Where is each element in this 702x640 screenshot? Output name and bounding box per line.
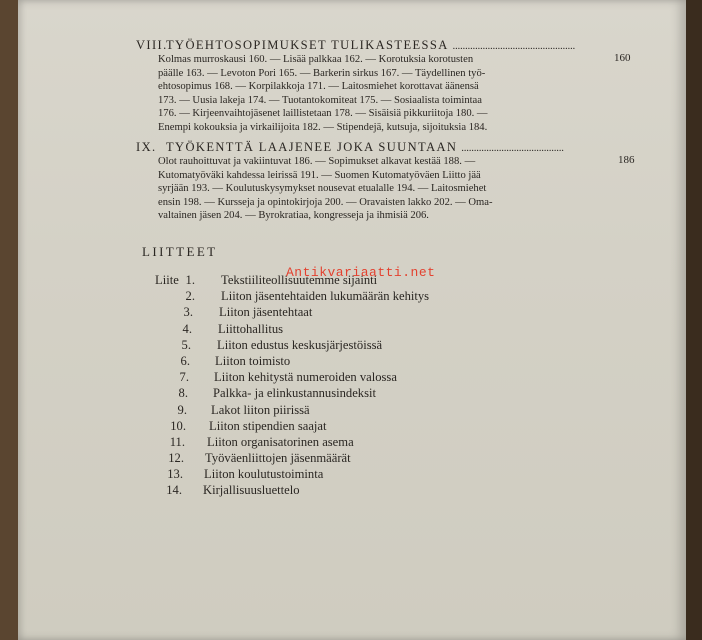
- item-title: Liiton toimisto: [215, 353, 291, 368]
- watermark: Antikvariaatti.net: [286, 265, 436, 280]
- item-number: 9.: [177, 402, 187, 417]
- appendix-heading: LIITTEET: [142, 244, 218, 259]
- item-title: Palkka- ja elinkustannusindeksit: [213, 386, 376, 401]
- item-number: 7.: [179, 370, 189, 385]
- summary-line: syrjään 193. — Koulutuskysymykset nousevat etualalle 194. — Laitosmiehet: [158, 183, 487, 195]
- item-title: Kirjallisuusluettelo: [203, 483, 300, 498]
- book-gutter: [0, 0, 18, 640]
- book-page: [18, 0, 686, 640]
- item-number: 6.: [180, 353, 190, 368]
- item-number: 3.: [183, 305, 193, 320]
- item-number: 8.: [178, 386, 188, 401]
- chapter-heading: [136, 38, 636, 53]
- item-number: 1.: [185, 273, 195, 287]
- item-number: 5.: [181, 337, 191, 352]
- item-title: Työväenliittojen jäsenmäärät: [205, 451, 351, 466]
- item-title: Lakot liiton piirissä: [211, 402, 310, 417]
- item-title: Tekstiiliteollisuutemme sijainti: [221, 273, 378, 287]
- item-title: Liiton kehitystä numeroiden valossa: [214, 370, 397, 385]
- item-title: Liiton stipendien saajat: [209, 418, 327, 433]
- item-number: 14.: [166, 483, 182, 498]
- summary-line: 176. — Kirjeenvaihtojäsenet laillistetaan 178. — Sisäisiä pikkuriitoja 180. —: [158, 108, 488, 120]
- leader-dots: .........................................: [461, 143, 564, 154]
- summary-line: Enempi kokouksia ja virkailijoita 182. — Stipendejä, kutsuja, sijoituksia 184.: [158, 121, 488, 133]
- leader-dots: .................................................: [452, 41, 576, 52]
- page-number: 186: [618, 154, 635, 166]
- item-number: 13.: [167, 467, 183, 482]
- chapter-viii: [136, 38, 636, 135]
- summary-line: valtainen jäsen 204. — Byrokratiaa, kongresseja ja ihmisiä 206.: [158, 210, 429, 222]
- book-edge: [686, 0, 702, 640]
- item-title: Liiton organisatorinen asema: [207, 434, 354, 449]
- summary-line: 173. — Uusia lakeja 174. — Tuotantokomiteat 175. — Sosiaalista toimintaa: [158, 94, 482, 106]
- item-title: Liittohallitus: [218, 321, 284, 336]
- item-number: 2.: [185, 289, 195, 304]
- summary-line: Kutomatyöväki kahdessa leirissä 191. — Suomen Kutomatyöväen Liitto jää: [158, 169, 481, 181]
- item-title: Liiton jäsentehtaat: [219, 305, 313, 320]
- chapter-number: IX.: [136, 140, 157, 154]
- item-number: 4.: [182, 321, 192, 336]
- chapter-summary: [158, 53, 628, 135]
- chapter-summary: [158, 155, 628, 223]
- summary-line: Kolmas murroskausi 160. — Lisää palkkaa 162. — Korotuksia korotusten: [158, 54, 474, 65]
- liite-label: Liite: [155, 273, 179, 287]
- item-title: Liiton jäsentehtaiden lukumäärän kehitys: [221, 289, 430, 304]
- summary-line: päälle 163. — Levoton Pori 165. — Barkerin sirkus 167. — Täydellinen työ-: [158, 67, 486, 79]
- item-title: Liiton edustus keskusjärjestöissä: [217, 337, 383, 352]
- chapter-heading: [136, 140, 636, 155]
- chapter-number: VIII.: [136, 38, 168, 52]
- summary-line: Olot rauhoittuvat ja vakiintuvat 186. — Sopimukset alkavat kestää 188. —: [158, 156, 476, 167]
- page-number: 160: [614, 52, 631, 64]
- item-title: Liiton koulutustoiminta: [204, 467, 324, 482]
- chapter-title: TYÖEHTOSOPIMUKSET TULIKASTEESSA: [166, 38, 449, 52]
- chapter-ix: [136, 140, 636, 223]
- summary-line: ehtosopimus 168. — Korpilakkoja 171. — Laitosmiehet korottavat äänensä: [158, 81, 479, 93]
- chapter-title: TYÖKENTTÄ LAAJENEE JOKA SUUNTAAN: [166, 140, 458, 154]
- item-number: 12.: [168, 451, 184, 466]
- summary-line: ensin 198. — Kursseja ja opintokirjoja 200. — Oravaisten lakko 202. — Oma-: [158, 196, 493, 208]
- item-number: 10.: [170, 418, 186, 433]
- item-number: 11.: [169, 434, 185, 449]
